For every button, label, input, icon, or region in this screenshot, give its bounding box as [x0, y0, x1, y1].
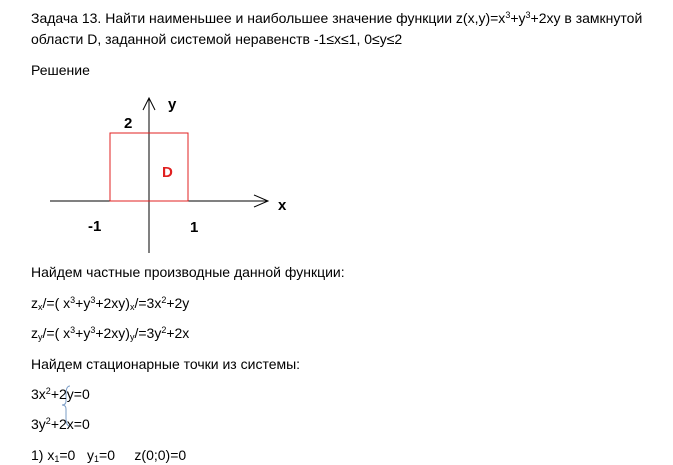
system-equation-1: $3x^2+2y=0$	[31, 386, 90, 402]
problem-statement-line1: Задача 13. Найти наименьшее и наибольшее значение функции $z(x,y)=x^3+y^3+2xy$ в замкнутой	[31, 10, 643, 26]
y-axis-label: y	[168, 96, 177, 113]
partial-derivative-zx: $z_x/=$( $x^3+y^3+2xy)_x/=3x^2+2y$	[31, 295, 190, 312]
partials-heading: Найдем частные производные данной функции:	[31, 264, 345, 280]
stationary-heading: Найдем стационарные точки из системы:	[31, 356, 301, 372]
problem-statement-line2: области D, заданной системой неравенств -1≤x≤1, 0≤y≤2	[31, 31, 403, 47]
x-tick-label-neg1: -1	[88, 218, 102, 235]
solution-heading: Решение	[31, 62, 90, 78]
partial-derivative-zy: $z_y/=$( $x^3+y^3+2xy)_y/=3y^2+2x$	[31, 325, 190, 342]
x-axis-label: x	[278, 197, 287, 214]
x-tick-label-1: 1	[190, 219, 199, 236]
system-equation-2: $3y^2+2x=0$	[31, 416, 90, 432]
y-tick-label-2: 2	[124, 115, 133, 132]
stationary-solution-1: 1) $x_1=0$ $y_1=0$ z(0;0)=0	[31, 447, 187, 464]
region-label-d: D	[162, 164, 173, 181]
